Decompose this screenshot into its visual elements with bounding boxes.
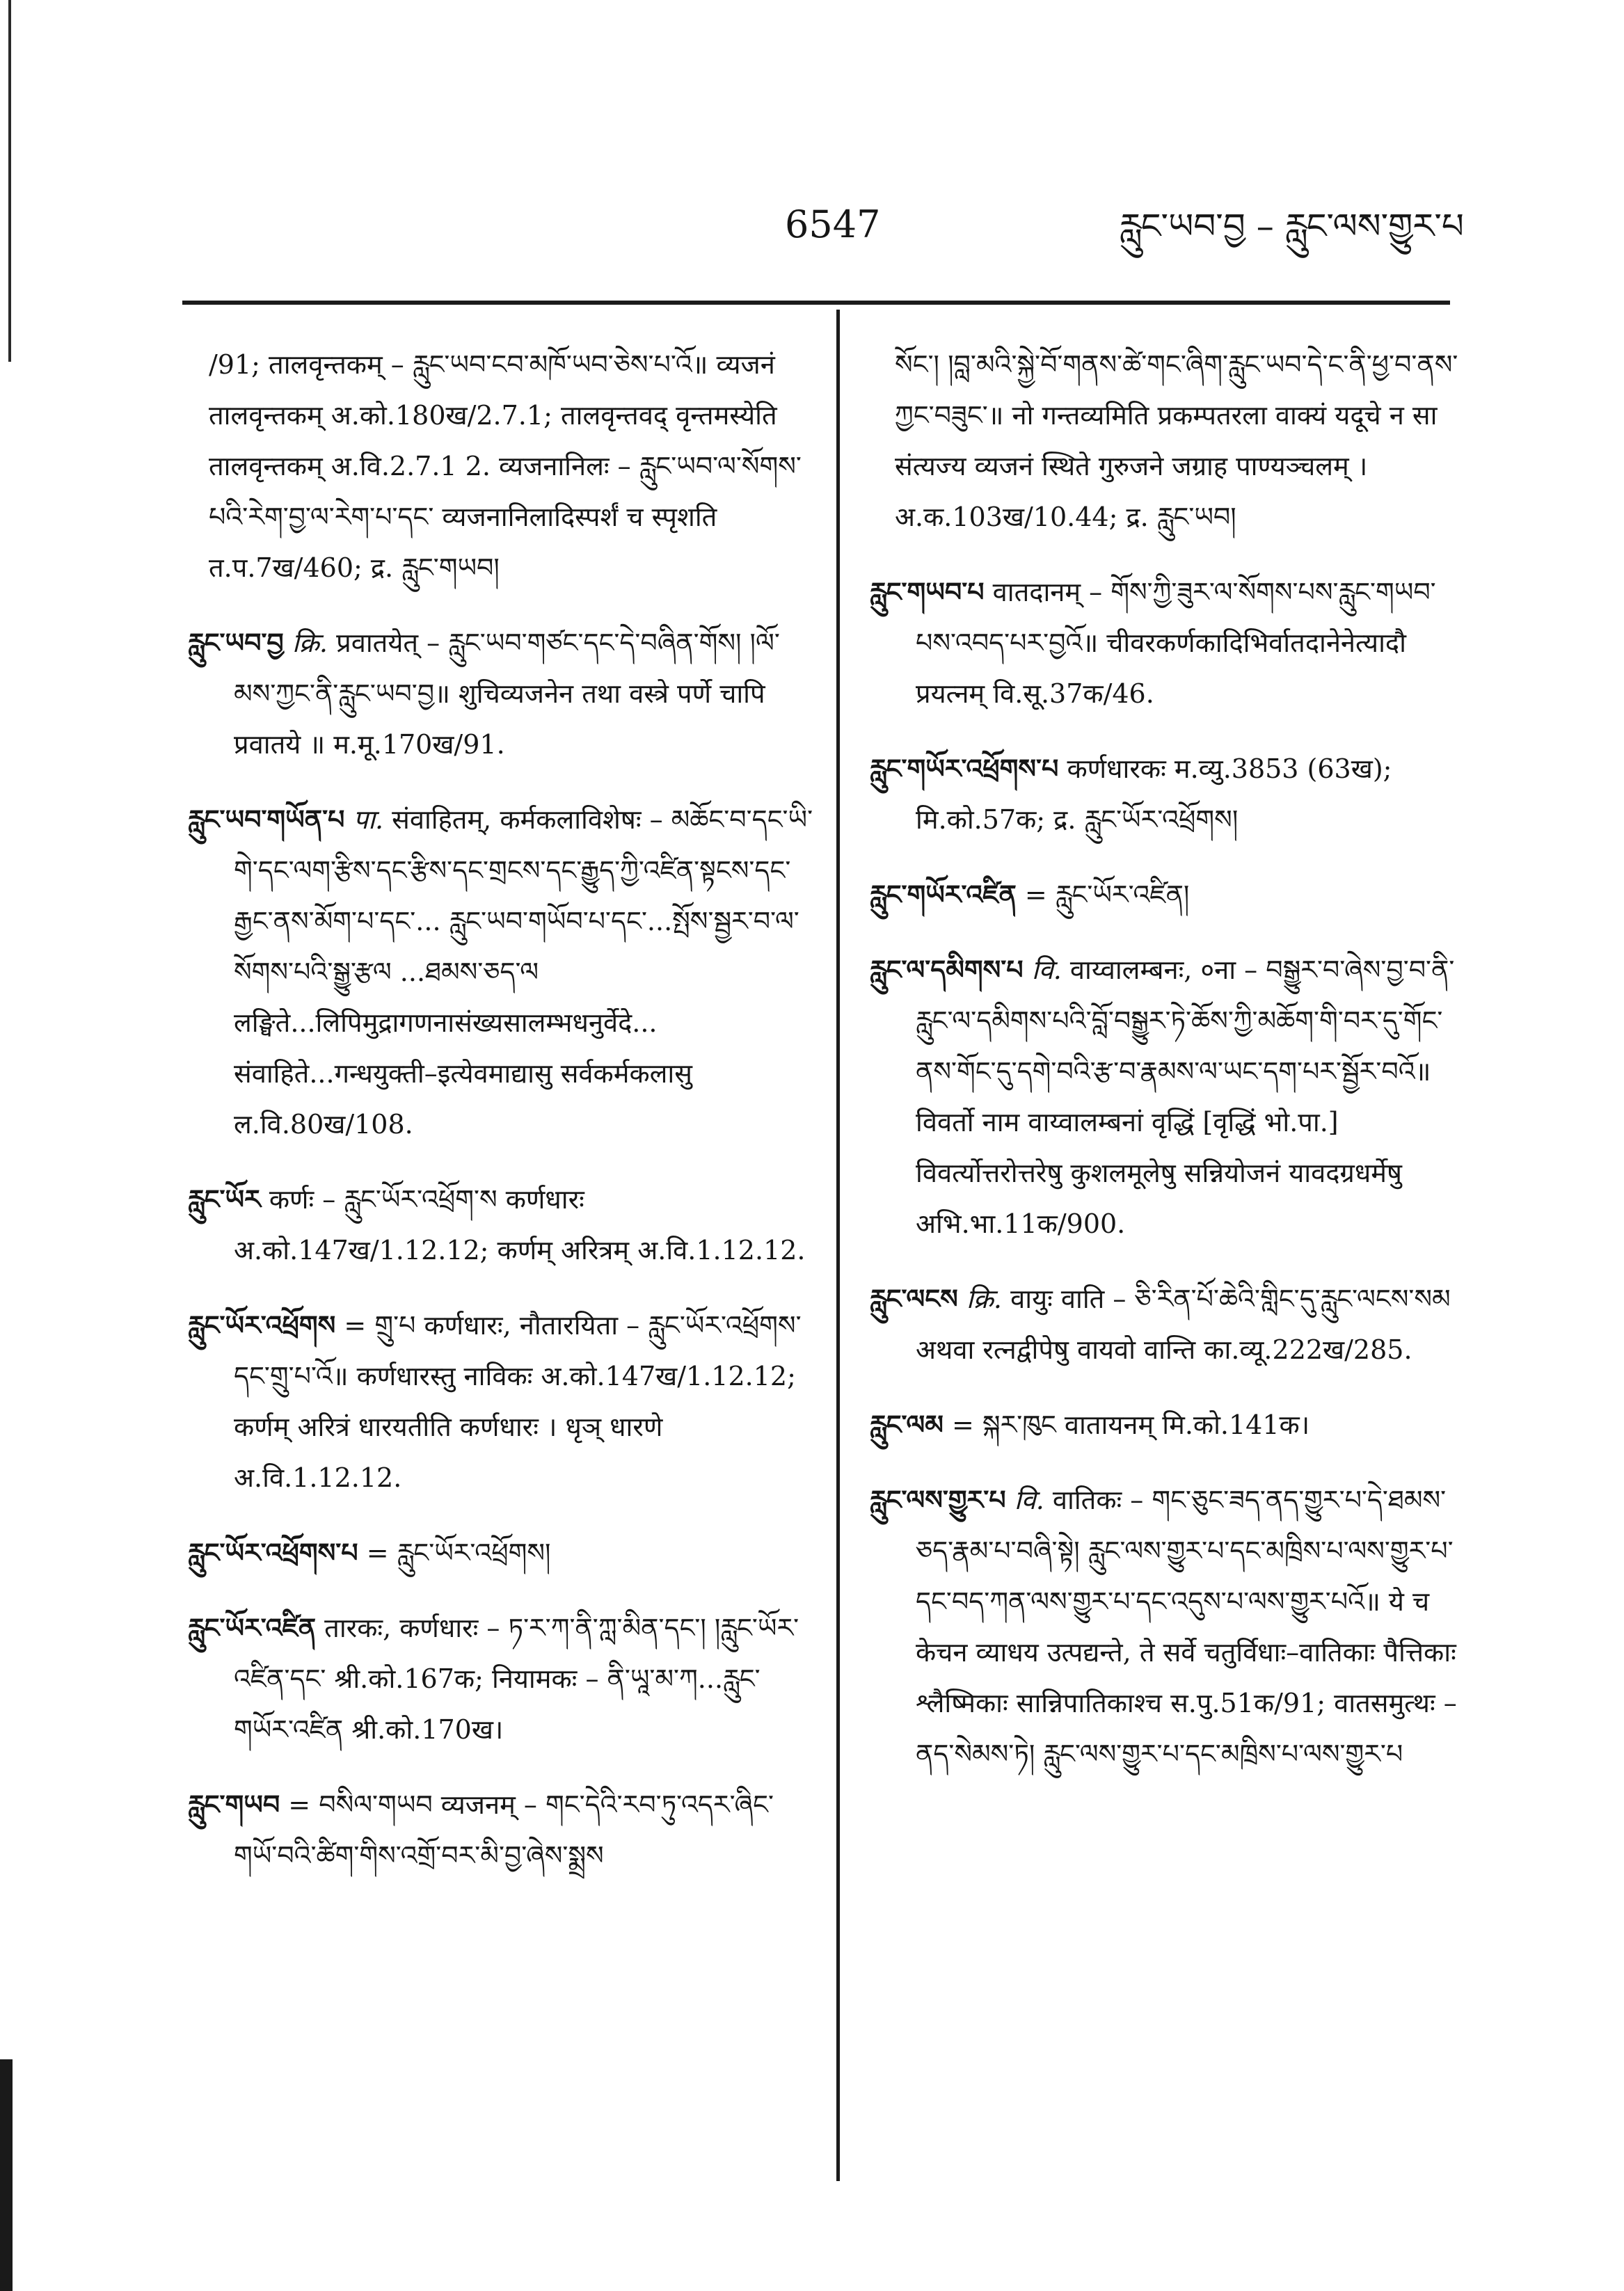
entry-text: कर्णधारकः म.व्यु.3853 (63ख); मि.को.57क; द्र. རླུང་ཡོར་འཕྲོགས། — [916, 753, 1392, 835]
dictionary-entry — [188, 1779, 814, 1881]
entry-text: = སྐར་ཁུང वातायनम् मि.को.141क। — [952, 1410, 1310, 1440]
entry-text: = བསིལ་གཡབ व्यजनम् – གང་དེའི་རབ་ཏུ་འདར་ཞིང་གཡོ་བའི་ཚིག་གིས་འགྲོ་བར་མི་བྱ་ཞེས་སྨྲས — [234, 1789, 774, 1871]
column-divider — [836, 310, 840, 2181]
entry-headword: རླུང་ལ་དམིགས་པ — [870, 954, 1024, 985]
entry-text: = གྲུ་པ कर्णधारः, नौतारयिता – རླུང་ཡོར་འཕྲོགས་དང་གྲུ་པ་འོ॥ कर्णधारस्तु नाविकः अ.को.147ख/1.12.12; कर्णम् अरित्रं धारयतीति कर्णधारः । धृञ् धारणे अ.वि.1.12.12. — [234, 1310, 802, 1493]
entry-headword: རླུང་ཡོར་འཕྲོགས་པ — [188, 1537, 358, 1568]
right-column — [870, 340, 1458, 1803]
entry-text: कर्णः – རླུང་ཡོར་འཕྲོག་ས कर्णधारः अ.को.147ख/1.12.12; कर्णम् अरित्रम् अ.वि.1.12.12. — [234, 1184, 806, 1266]
dictionary-entry — [870, 743, 1458, 845]
entry-headword: རླུང་ལངས — [870, 1283, 958, 1314]
entry-text: वाय्वालम्बनः, ०ना – བསྒྱུར་བ་ཞེས་བྱ་བ་ནི་རླུང་ལ་དམིགས་པའི་བློ་བསྒྱུར་ཏེ་ཆོས་ཀྱི་མཆོག་གི་བར་དུ་གོང་ནས་གོང་དུ་དགེ་བའི་རྩ་བ་རྣམས་ལ་ཡང་དག་པར་སྦྱོར་བའོ॥ विवर्तो नाम वाय्वालम्बनां वृद्धिं [वृद्धिं भो.पा.] विवर्त्योत्तरोत्तरेषु कुशलमूलेषु सन्नियोजनं यावदग्रधर्मेषु अभि.भा.11क/900. — [916, 955, 1455, 1239]
dictionary-entry — [870, 944, 1458, 1250]
dictionary-entry — [870, 566, 1458, 719]
grammar-label: वि. — [1031, 955, 1062, 985]
entry-text: तारकः, कर्णधारः – ཏ་ར་ཀ་ནི་ཀླ་མིན་དང་། །རླུང་ཡོར་འཛིན་དང་ श्री.को.167क; नियामकः – ནི་ཡཱ་མ་ཀ...རླུང་གཡོར་འཛིན श्री.को.170ख। — [234, 1613, 799, 1745]
grammar-label: क्रि. — [966, 1284, 1003, 1314]
dictionary-entry — [188, 1300, 814, 1503]
entry-headword: རླུང་གཡོར་འཛིན — [870, 879, 1017, 910]
entry-headword: རླུང་ཡོར་འཕྲོགས — [188, 1309, 336, 1341]
entry-text: = རླུང་ཡོར་འཛིན། — [1024, 879, 1190, 910]
scan-edge-mark-top — [8, 0, 11, 362]
scan-edge-mark-bottom — [0, 2059, 13, 2291]
entry-text: སོང་། །བླ་མའི་སྐྱེ་བོ་གནས་ཚེ་གང་ཞིག་རླུང་ཡབ་དེ་ང་ནི་ཕྱ་བ་ནས་ཀྱང་བཟུང་॥ नो गन्तव्यमिति प्रकम्पतरला वाक्यं यदूचे न सा संत्यज्य व्यजनं स्थिते गुरुजने जग्राह पाण्यञ्चलम् । अ.क.103ख/10.44; द्र. རླུང་ཡབ། — [895, 349, 1458, 532]
entry-text: वायुः वाति – ཅི་རིན་པོ་ཆེའི་གླིང་དུ་རླུང་ལངས་སམ अथवा रत्नद्वीपेषु वायवो वान्ति का.व्यू.222ख/285. — [916, 1284, 1451, 1365]
dictionary-entry — [188, 1174, 814, 1276]
dictionary-entry — [188, 794, 814, 1150]
dictionary-entry — [188, 340, 814, 593]
running-head: རླུང་ཡབ་བྱ – རླུང་ལས་གྱུར་པ — [1119, 206, 1464, 246]
entry-text: /91; तालवृन्तकम् – རླུང་ཡབ་ངབ་མཁོ་ཡབ་ཅེས་པ་འོ॥ व्यजनं तालवृन्तकम् अ.को.180ख/2.7.1; तालवृन्तवद् वृन्तमस्येति तालवृन्तकम् अ.वि.2.7.1 2. व्यजनानिलः – རླུང་ཡབ་ལ་སོགས་པའི་རེག་བྱ་ལ་རེག་པ་དང་ व्यजनानिलादिस्पर्शं च स्पृशति त.प.7ख/460; द्र. རླུང་གཡབ། — [209, 349, 802, 583]
entry-headword: རླུང་ལས་གྱུར་པ — [870, 1484, 1006, 1515]
entry-text: प्रवातयेत् – རླུང་ཡབ་གཙང་དང་དེ་བཞིན་གོས། །ལོ་མས་ཀྱང་ནི་རླུང་ཡབ་བྱ॥ शुचिव्यजनेन तथा वस्त्रे पर्णे चापि प्रवातये ॥ म.मू.170ख/91. — [234, 628, 780, 760]
entry-headword: རླུང་ལམ — [870, 1409, 944, 1440]
dictionary-entry — [870, 1474, 1458, 1780]
entry-headword: རླུང་གཡོར་འཕྲོགས་པ — [870, 753, 1059, 784]
entry-headword: རླུང་ཡབ་བྱ — [188, 627, 284, 658]
dictionary-entry — [188, 1527, 814, 1579]
dictionary-entry — [188, 1602, 814, 1755]
dictionary-entry — [870, 869, 1458, 920]
grammar-label: पा. — [353, 804, 384, 835]
left-column — [188, 340, 814, 1905]
page-number: 6547 — [785, 202, 881, 246]
dictionary-entry — [188, 617, 814, 770]
entry-headword: རླུང་ཡོར་འཛིན — [188, 1612, 317, 1643]
entry-text: वातिकः – གང་ཅུང་ཟད་ནད་གྱུར་པ་དེ་ཐམས་ཅད་རྣམ་པ་བཞི་སྟེ། རླུང་ལས་གྱུར་པ་དང་མཁྲིས་པ་ལས་གྱུར་པ་དང་བད་ཀན་ལས་གྱུར་པ་དང་འདུས་པ་ལས་གྱུར་པའོ॥ ये च केचन व्याधय उत्पद्यन्ते, ते सर्वे चतुर्विधाः–वातिकाः पैत्तिकाः श्लैष्मिकाः सान्निपातिकाश्च स.पु.51क/91; वातसमुत्थः – ནད་སེམས་ཏེ། རླུང་ལས་གྱུར་པ་དང་མཁྲིས་པ་ལས་གྱུར་པ — [916, 1485, 1457, 1769]
grammar-label: क्रि. — [292, 628, 328, 658]
entry-headword: རླུང་གཡབ་པ — [870, 576, 985, 607]
dictionary-entry — [870, 1273, 1458, 1375]
entry-text: वातदानम् – གོས་ཀྱི་ཟུར་ལ་སོགས་པས་རླུང་གཡབ་པས་འབད་པར་བྱའོ॥ चीवरकर्णकादिभिर्वातदानेनेत्यादौ प्रयत्नम् वि.सू.37क/46. — [916, 577, 1436, 709]
entry-text: संवाहितम्, कर्मकलाविशेषः – མཆོང་བ་དང་ཡི་གེ་དང་ལག་རྩིས་དང་རྩིས་དང་གྲངས་དང་རྒྱུད་ཀྱི་འཛིན་སྟངས་དང་རྒྱང་ནས་མོག་པ་དང་... རླུང་ཡབ་གཡོབ་པ་དང་...སྤོས་སྦྱར་བ་ལ་སོགས་པའི་སྒྱུ་རྩལ ...ཐམས་ཅད་ལ लङ्घिते...लिपिमुद्रागणनासंख्यसालम्भधनुर्वेदे... संवाहिते...गन्धयुक्ती–इत्येवमाद्यासु सर्वकर्मकलासु ल.वि.80ख/108. — [234, 804, 813, 1140]
entry-text: = རླུང་ཡོར་འཕྲོགས། — [366, 1538, 551, 1568]
header-rule — [182, 301, 1450, 305]
dictionary-entry — [870, 340, 1458, 543]
dictionary-entry — [870, 1399, 1458, 1451]
entry-headword: རླུང་གཡབ — [188, 1789, 280, 1820]
grammar-label: वि. — [1014, 1485, 1044, 1515]
entry-headword: རླུང་ཡབ་གཡོན་པ — [188, 804, 345, 835]
entry-headword: རླུང་ཡོར — [188, 1183, 261, 1215]
